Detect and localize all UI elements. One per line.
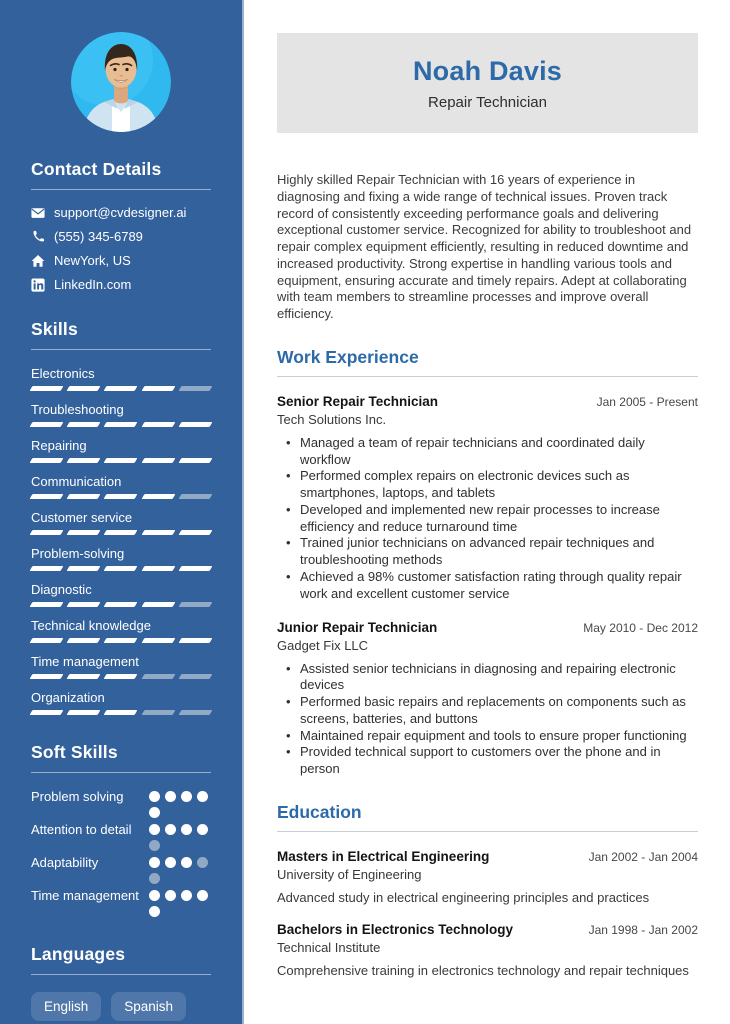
education-heading: Education — [277, 801, 362, 822]
avatar-photo-icon — [71, 32, 171, 132]
skill-level-bar — [31, 386, 211, 391]
job-bullet: • Achieved a 98% customer satisfaction rating through quality repair work and excellent customer service — [286, 569, 698, 603]
skill-item — [31, 438, 211, 463]
contact-heading: Contact Details — [31, 159, 162, 179]
home-icon — [31, 254, 45, 268]
name-header — [277, 33, 698, 133]
skill-level-bar — [31, 710, 211, 715]
education-dates: Jan 1998 - Jan 2002 — [588, 922, 698, 937]
divider — [277, 376, 698, 377]
soft-skill-rating — [149, 885, 211, 917]
envelope-icon — [31, 206, 45, 220]
skill-item — [31, 546, 211, 571]
job-header — [277, 620, 698, 635]
job-bullet: • Managed a team of repair technicians and coordinated daily workflow — [286, 435, 698, 469]
education-description: Comprehensive training in electronics technology and repair techniques — [277, 962, 689, 978]
skill-item — [31, 366, 211, 391]
phone-icon — [31, 230, 45, 244]
soft-skill-item — [31, 852, 211, 884]
job-title: Senior Repair Technician — [277, 393, 439, 409]
contact-linkedin-text: LinkedIn.com — [54, 277, 132, 292]
soft-skill-label: Problem solving — [31, 789, 124, 804]
work-experience-section — [277, 347, 698, 778]
skill-level-bar — [31, 422, 211, 427]
contact-list — [31, 205, 211, 292]
job-dates: May 2010 - Dec 2012 — [583, 620, 698, 635]
language-pill: Spanish — [111, 992, 186, 1021]
school-name: University of Engineering — [277, 866, 422, 882]
job-bullet: • Trained junior technicians on advanced repair techniques and troubleshooting methods — [286, 535, 698, 569]
education-entry — [277, 849, 698, 905]
contact-phone-text: (555) 345-6789 — [54, 229, 143, 244]
skill-level-bar — [31, 566, 211, 571]
job-entry — [277, 620, 698, 778]
contact-location — [31, 253, 211, 268]
skills-list — [31, 366, 211, 715]
skill-item — [31, 582, 211, 607]
soft-skills-heading: Soft Skills — [31, 742, 118, 762]
skill-level-bar — [31, 458, 211, 463]
skill-level-bar — [31, 602, 211, 607]
job-company: Tech Solutions Inc. — [277, 411, 387, 427]
job-entry — [277, 394, 698, 603]
candidate-title: Repair Technician — [428, 93, 547, 111]
skill-level-bar — [31, 638, 211, 643]
skill-item — [31, 474, 211, 499]
job-bullet: • Assisted senior technicians in diagnosing and repairing electronic devices — [286, 661, 698, 695]
skill-item — [31, 402, 211, 427]
education-description: Advanced study in electrical engineering principles and practices — [277, 889, 650, 905]
education-dates: Jan 2002 - Jan 2004 — [588, 849, 698, 864]
contact-phone[interactable] — [31, 229, 211, 244]
soft-skill-rating — [149, 819, 211, 851]
job-bullet: • Maintained repair equipment and tools to ensure proper functioning — [286, 728, 698, 745]
skill-level-bar — [31, 530, 211, 535]
contact-location-text: NewYork, US — [54, 253, 131, 268]
skill-item — [31, 510, 211, 535]
education-header — [277, 922, 698, 937]
job-company: Gadget Fix LLC — [277, 637, 369, 653]
divider — [277, 831, 698, 832]
soft-skill-rating — [149, 852, 211, 884]
divider — [31, 349, 211, 350]
skills-heading: Skills — [31, 319, 78, 339]
soft-skill-item — [31, 885, 211, 917]
job-title: Junior Repair Technician — [277, 619, 438, 635]
contact-linkedin[interactable] — [31, 277, 211, 292]
skill-label: Troubleshooting — [31, 402, 124, 417]
education-entry — [277, 922, 698, 978]
skill-item — [31, 654, 211, 679]
soft-skill-label: Adaptability — [31, 855, 99, 870]
work-experience-heading: Work Experience — [277, 346, 419, 367]
soft-skill-item — [31, 819, 211, 851]
job-bullet: • Performed complex repairs on electronic devices such as smartphones, laptops, and tablets — [286, 468, 698, 502]
job-bullet: • Performed basic repairs and replacements on components such as screens, batteries, and buttons — [286, 694, 698, 728]
job-bullet-list — [277, 661, 698, 778]
education-section — [277, 802, 698, 978]
soft-skills-list — [31, 786, 211, 917]
skill-level-bar — [31, 494, 211, 499]
skill-label: Repairing — [31, 438, 87, 453]
education-header — [277, 849, 698, 864]
divider — [31, 772, 211, 773]
degree-title: Masters in Electrical Engineering — [277, 848, 490, 864]
degree-title: Bachelors in Electronics Technology — [277, 921, 514, 937]
job-dates: Jan 2005 - Present — [596, 394, 698, 409]
job-bullet-list — [277, 435, 698, 603]
summary-paragraph: Highly skilled Repair Technician with 16 years of experience in diagnosing and fixing a wide range of technical issues. Proven track record of consistently exceeding performance goals and delivering exceptional customer service. Recognized for ability to troubleshoot and repair complex equipment efficiently, resulting in reduced downtime and increased productivity. Strong expertise in handling various tools and equipment, ensuring accurate and timely repairs. Adept at collaborating with team members to streamline processes and improve overall efficiency. — [277, 172, 692, 322]
skill-item — [31, 618, 211, 643]
skill-label: Customer service — [31, 510, 133, 525]
skill-item — [31, 690, 211, 715]
main-content — [244, 0, 730, 1024]
soft-skill-label: Time management — [31, 888, 139, 903]
skill-label: Electronics — [31, 366, 95, 381]
contact-email-text: support@cvdesigner.ai — [54, 205, 187, 220]
divider — [31, 189, 211, 190]
skill-level-bar — [31, 674, 211, 679]
soft-skill-item — [31, 786, 211, 818]
job-bullet: • Provided technical support to customers over the phone and in person — [286, 744, 698, 778]
languages-list — [31, 992, 211, 1021]
skill-label: Technical knowledge — [31, 618, 151, 633]
soft-skill-label: Attention to detail — [31, 822, 132, 837]
linkedin-icon — [31, 278, 45, 292]
skill-label: Communication — [31, 474, 122, 489]
candidate-name: Noah Davis — [412, 55, 563, 86]
skill-label: Time management — [31, 654, 139, 669]
avatar — [71, 32, 171, 132]
job-header — [277, 394, 698, 409]
soft-skill-rating — [149, 786, 211, 818]
skill-label: Diagnostic — [31, 582, 92, 597]
skill-label: Organization — [31, 690, 105, 705]
languages-heading: Languages — [31, 944, 126, 964]
divider — [31, 974, 211, 975]
language-pill: English — [31, 992, 101, 1021]
skill-label: Problem-solving — [31, 546, 125, 561]
sidebar — [0, 0, 244, 1024]
contact-email[interactable] — [31, 205, 211, 220]
job-bullet: • Developed and implemented new repair processes to increase efficiency and reduce turnaround time — [286, 502, 698, 536]
school-name: Technical Institute — [277, 939, 381, 955]
